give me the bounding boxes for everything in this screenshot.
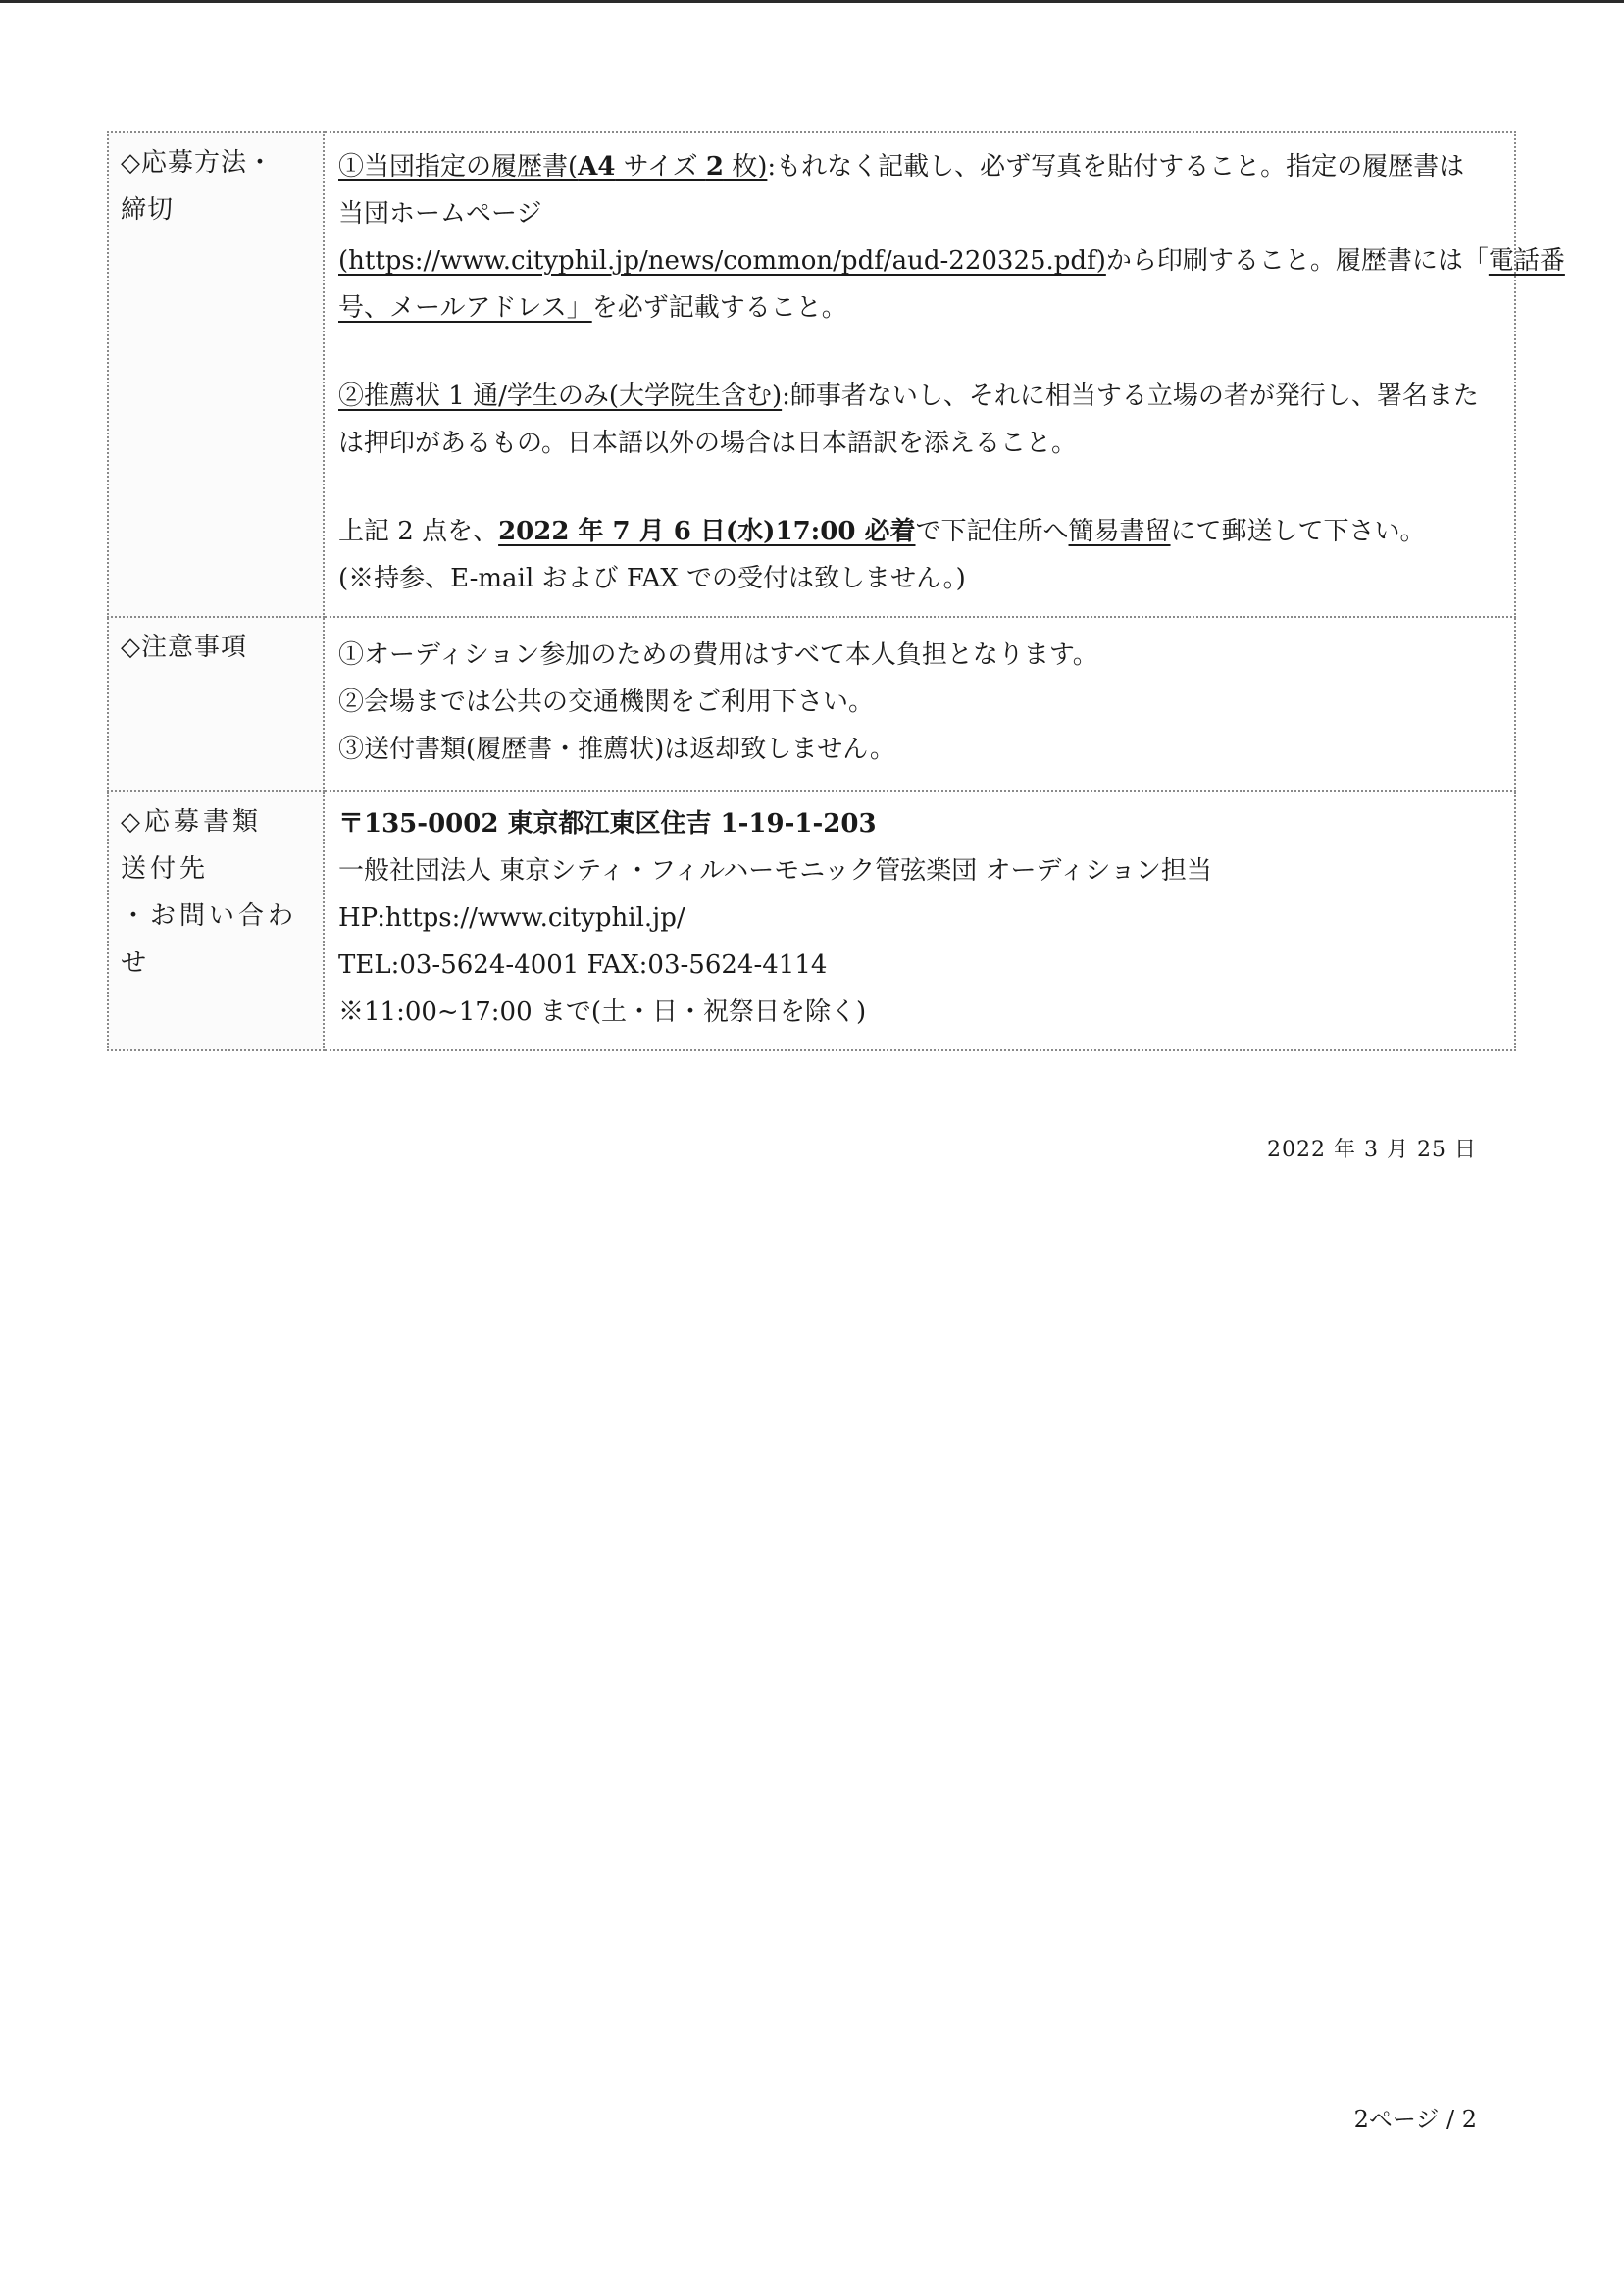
resume-size-text: A4 [578,152,616,181]
row-content-application-method [324,132,1565,617]
resume-count-label: 枚) [723,152,768,181]
label-line: ◇注意事項 [121,633,247,662]
paragraph-spacer [338,331,1500,373]
resume-heading [338,152,767,181]
deadline-prefix: 上記 2 点を、 [338,517,499,546]
table-row-application-method [108,132,1515,617]
label-line: 送付先 [121,854,210,884]
application-info-table [107,131,1565,1051]
resume-count-text: 2 [705,152,724,181]
row-content-contact [324,791,1515,1050]
mail-method: 簡易書留 [1068,517,1171,546]
scan-top-edge [0,0,1624,3]
label-line: ◇応募方法・ [121,148,274,178]
deadline-suffix: にて郵送して下さい。 [1170,517,1426,546]
list-item: ②会場までは公共の交通機関をご利用下さい。 [338,688,875,717]
organization-name: 一般社団法人 東京シティ・フィルハーモニック管弦楽団 オーディション担当 [338,856,1212,886]
table-row-notes [108,617,1515,791]
label-line: ・お問い合わ [121,901,298,931]
resume-requirement-line-1 [338,143,1500,190]
deadline-line [338,508,1500,555]
row-label-notes [108,617,324,791]
resume-requirement-line-3 [338,237,1565,284]
label-line: ◇応募書類 [121,807,262,837]
issue-date: 2022 年 3 月 25 日 [1267,1138,1477,1162]
row-label-application-method [108,132,324,617]
no-delivery-note: (※持参、E-mail および FAX での受付は致しません。) [338,564,966,593]
label-line: 締切 [121,195,175,225]
table-row-contact [108,791,1515,1050]
list-item: ③送付書類(履歴書・推薦状)は返却致しません。 [338,735,895,764]
resume-print-text: から印刷すること。履歴書には「 [1105,246,1489,276]
recommendation-text: :師事者ないし、それに相当する立場の者が発行し、署名また [782,382,1479,411]
email-emphasis-text: 号、メールアドレス」 [338,293,592,323]
row-content-notes [324,617,1515,791]
must-include-text: を必ず記載すること。 [591,293,847,323]
resume-heading-text: ①当団指定の履歴書( [338,152,579,181]
resume-instruction-text: :もれなく記載し、必ず写真を貼付すること。指定の履歴書は [767,152,1465,181]
recommendation-line-2: は押印があるもの。日本語以外の場合は日本語訳を添えること。 [338,429,1077,458]
postal-address: 〒135-0002 東京都江東区住吉 1-19-1-203 [338,809,877,839]
deadline-date: 2022 年 7 月 6 日(水)17:00 必着 [498,517,916,546]
homepage-url[interactable]: HP:https://www.cityphil.jp/ [338,903,685,933]
resume-size-label: サイズ [615,152,706,181]
recommendation-heading: ②推薦状 1 通/学生のみ(大学院生含む) [338,382,783,411]
recommendation-line-1 [338,373,1500,420]
resume-requirement-line-4 [338,284,1500,331]
list-item: ①オーディション参加のための費用はすべて本人負担となります。 [338,640,1098,670]
office-hours: ※11:00~17:00 まで(土・日・祝祭日を除く) [338,997,867,1027]
page-number: 2ページ / 2 [1353,2106,1477,2133]
phone-fax: TEL:03-5624-4001 FAX:03-5624-4114 [338,950,828,980]
paragraph-spacer [338,467,1500,508]
deadline-mid: で下記住所へ [915,517,1069,546]
resume-url-link[interactable]: (https://www.cityphil.jp/news/common/pdf/aud-220325.pdf) [338,246,1106,276]
resume-requirement-line-2: 当団ホームページ [338,199,542,229]
row-label-contact [108,791,324,1050]
label-line: せ [121,948,151,978]
phone-emphasis-text: 電話番 [1488,246,1565,276]
